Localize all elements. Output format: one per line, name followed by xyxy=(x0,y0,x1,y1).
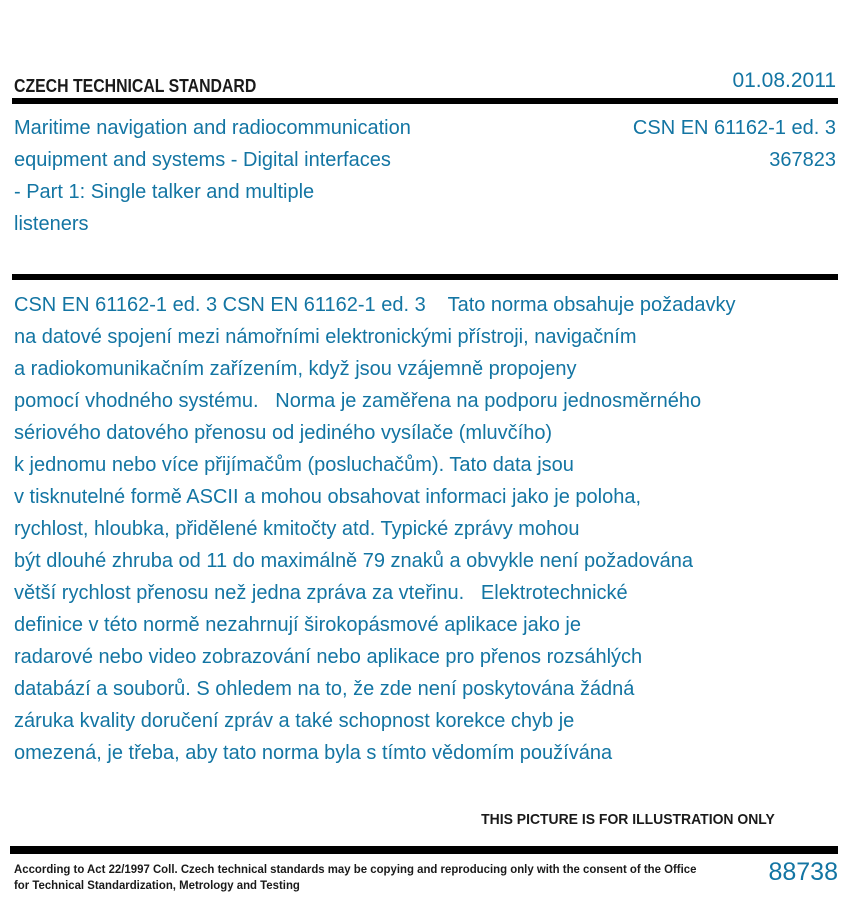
standard-title-line: Maritime navigation and radiocommunication xyxy=(14,117,411,139)
abstract-line: v tisknutelné formě ASCII a mohou obsahovat informaci jako je poloha, xyxy=(14,486,642,508)
footer-divider-rule xyxy=(10,846,838,854)
standard-title-line: listeners xyxy=(14,213,89,235)
abstract-line: být dlouhé zhruba od 11 do maximálně 79 znaků a obvykle není požadována xyxy=(14,550,693,572)
standard-title-line: equipment and systems - Digital interfaces xyxy=(14,149,391,171)
illustration-only-notice: THIS PICTURE IS FOR ILLUSTRATION ONLY xyxy=(481,811,775,828)
copyright-notice xyxy=(14,862,696,893)
standard-title xyxy=(14,112,574,240)
standard-reference xyxy=(633,112,836,176)
copyright-notice-line: According to Act 22/1997 Coll. Czech technical standards may be copying and reproducing only with the consent of the Office xyxy=(14,862,697,876)
copyright-notice-line: for Technical Standardization, Metrology and Testing xyxy=(14,877,300,892)
abstract-line: záruka kvality doručení zpráv a také schopnost korekce chyb je xyxy=(14,710,575,732)
issue-date: 01.08.2011 xyxy=(732,69,836,92)
document-number: 88738 xyxy=(768,858,838,886)
page-title: CZECH TECHNICAL STANDARD xyxy=(14,76,257,96)
abstract-line: definice v této normě nezahrnují širokopásmové aplikace jako je xyxy=(14,614,581,636)
abstract-line: databází a souborů. S ohledem na to, že zde není poskytována žádná xyxy=(14,678,635,700)
header-divider-rule xyxy=(12,98,838,104)
standard-number: CSN EN 61162-1 ed. 3 xyxy=(632,117,836,139)
abstract-line: CSN EN 61162-1 ed. 3 CSN EN 61162-1 ed. 3 Tato norma obsahuje požadavky xyxy=(14,294,736,316)
catalog-number: 367823 xyxy=(769,149,836,171)
abstract-line: omezená, je třeba, aby tato norma byla s tímto vědomím používána xyxy=(14,742,613,764)
abstract-line: na datové spojení mezi námořními elektronickými přístroji, navigačním xyxy=(14,326,637,348)
abstract-line: radarové nebo video zobrazování nebo aplikace pro přenos rozsáhlých xyxy=(14,646,643,668)
standard-title-line: - Part 1: Single talker and multiple xyxy=(14,181,315,203)
abstract-line: sériového datového přenosu od jediného vysílače (mluvčího) xyxy=(14,422,553,444)
abstract-text xyxy=(14,289,844,769)
title-divider-rule xyxy=(12,274,838,280)
abstract-line: a radiokomunikačním zařízením, když jsou vzájemně propojeny xyxy=(14,358,577,380)
abstract-line: k jednomu nebo více přijímačům (posluchačům). Tato data jsou xyxy=(14,454,574,476)
abstract-line: pomocí vhodného systému. Norma je zaměřena na podporu jednosměrného xyxy=(14,390,702,412)
abstract-line: větší rychlost přenosu než jedna zpráva za vteřinu. Elektrotechnické xyxy=(14,582,628,604)
abstract-line: rychlost, hloubka, přidělené kmitočty atd. Typické zprávy mohou xyxy=(14,518,580,540)
